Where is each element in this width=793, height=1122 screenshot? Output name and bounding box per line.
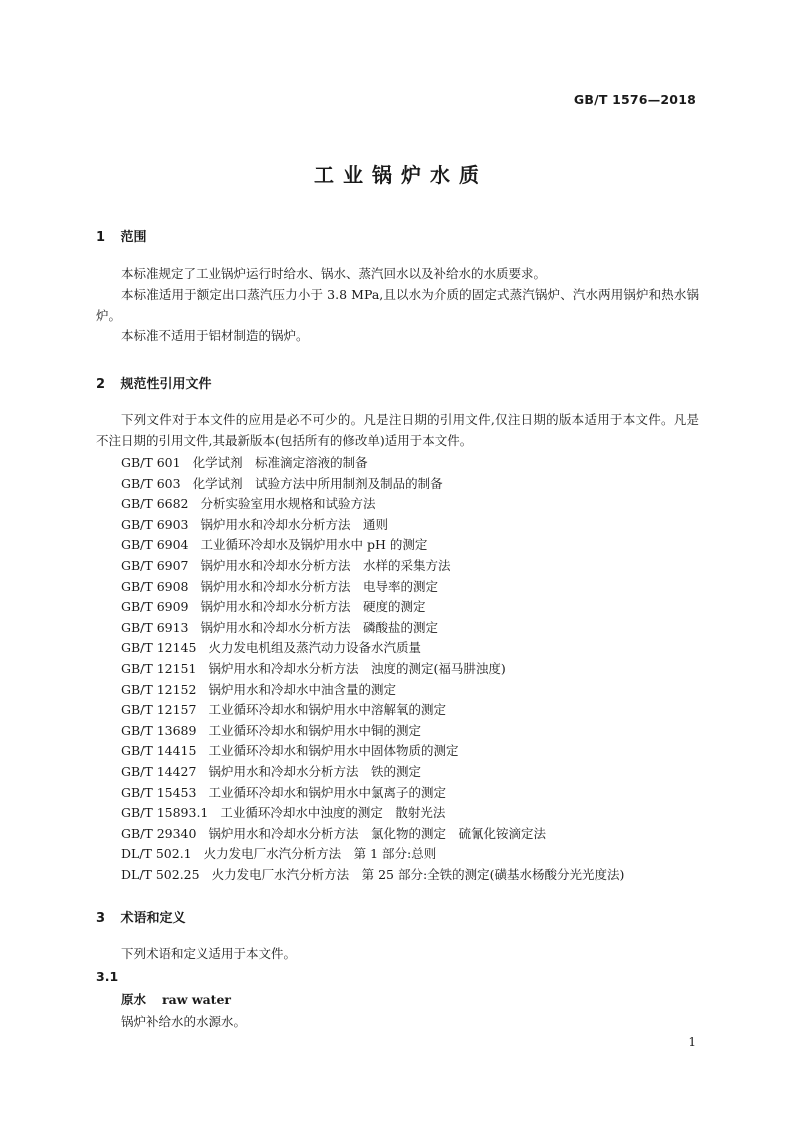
reference-title: 火力发电厂水汽分析方法 第 25 部分:全铁的测定(磺基水杨酸分光光度法) bbox=[211, 866, 625, 882]
term-number: 3.1 bbox=[96, 969, 119, 984]
reference-item bbox=[121, 783, 624, 804]
reference-code: GB/T 6907 bbox=[121, 557, 189, 573]
term-english: raw water bbox=[162, 992, 231, 1007]
scope-paragraph-1: 本标准规定了工业锅炉运行时给水、锅水、蒸汽回水以及补给水的水质要求。 bbox=[121, 266, 547, 281]
reference-item bbox=[121, 803, 624, 824]
reference-item bbox=[121, 659, 624, 680]
reference-item bbox=[121, 700, 624, 721]
reference-item bbox=[121, 824, 624, 845]
reference-code: GB/T 13689 bbox=[121, 722, 197, 738]
reference-code: GB/T 12151 bbox=[121, 660, 197, 676]
terms-intro: 下列术语和定义适用于本文件。 bbox=[121, 946, 297, 961]
reference-title: 锅炉用水和冷却水分析方法 通则 bbox=[200, 516, 389, 532]
reference-code: GB/T 6913 bbox=[121, 619, 189, 635]
reference-title: 化学试剂 标准滴定溶液的制备 bbox=[192, 455, 368, 470]
reference-code: GB/T 15893.1 bbox=[121, 805, 209, 821]
reference-title: 化学试剂 试验方法中所用制剂及制品的制备 bbox=[192, 475, 443, 491]
reference-item bbox=[121, 556, 624, 577]
reference-item bbox=[121, 844, 624, 865]
reference-code: DL/T 502.1 bbox=[121, 846, 192, 862]
reference-list bbox=[121, 453, 624, 885]
reference-title: 锅炉用水和冷却水中油含量的测定 bbox=[208, 681, 396, 697]
reference-item bbox=[121, 453, 624, 474]
scope-paragraph-3: 本标准不适用于铝材制造的锅炉。 bbox=[121, 328, 309, 343]
reference-code: GB/T 6904 bbox=[121, 537, 189, 553]
reference-code: DL/T 502.25 bbox=[121, 866, 200, 882]
reference-code: GB/T 601 bbox=[121, 455, 181, 470]
reference-title: 锅炉用水和冷却水分析方法 氯化物的测定 硫氰化铵滴定法 bbox=[208, 825, 546, 841]
reference-title: 分析实验室用水规格和试验方法 bbox=[200, 496, 376, 512]
reference-title: 锅炉用水和冷却水分析方法 铁的测定 bbox=[208, 763, 421, 779]
reference-item bbox=[121, 638, 624, 659]
reference-title: 工业循环冷却水及锅炉用水中 pH 的测定 bbox=[200, 537, 428, 553]
reference-item bbox=[121, 865, 624, 886]
standard-code: GB/T 1576—2018 bbox=[573, 92, 696, 107]
reference-code: GB/T 29340 bbox=[121, 825, 197, 841]
reference-item bbox=[121, 741, 624, 762]
reference-title: 锅炉用水和冷却水分析方法 硬度的测定 bbox=[200, 599, 426, 615]
reference-title: 火力发电机组及蒸汽动力设备水汽质量 bbox=[208, 640, 421, 656]
reference-title: 工业循环冷却水和锅炉用水中氯离子的测定 bbox=[208, 784, 446, 800]
reference-code: GB/T 15453 bbox=[121, 784, 197, 800]
term-chinese: 原水 bbox=[121, 992, 147, 1007]
reference-code: GB/T 6908 bbox=[121, 578, 189, 594]
page-number: 1 bbox=[688, 1035, 696, 1049]
reference-code: GB/T 12152 bbox=[121, 681, 197, 697]
reference-item bbox=[121, 762, 624, 783]
section-3-heading bbox=[96, 907, 186, 926]
reference-title: 锅炉用水和冷却水分析方法 浊度的测定(福马肼浊度) bbox=[208, 660, 506, 676]
section-2-heading bbox=[96, 373, 212, 392]
scope-paragraph-2: 本标准适用于额定出口蒸汽压力小于 3.8 MPa,且以水为介质的固定式蒸汽锅炉、汽水两用锅炉和热水锅炉。 bbox=[96, 287, 699, 323]
reference-title: 锅炉用水和冷却水分析方法 磷酸盐的测定 bbox=[200, 619, 439, 635]
reference-code: GB/T 12145 bbox=[121, 640, 197, 656]
section-title: 范围 bbox=[120, 230, 147, 245]
reference-item bbox=[121, 535, 624, 556]
reference-code: GB/T 14415 bbox=[121, 743, 197, 759]
reference-title: 工业循环冷却水和锅炉用水中溶解氧的测定 bbox=[208, 702, 446, 718]
reference-item bbox=[121, 721, 624, 742]
reference-title: 锅炉用水和冷却水分析方法 水样的采集方法 bbox=[200, 557, 451, 573]
section-title: 规范性引用文件 bbox=[120, 377, 212, 392]
references-intro: 下列文件对于本文件的应用是必不可少的。凡是注日期的引用文件,仅注日期的版本适用于本文件。凡是不注日期的引用文件,其最新版本(包括所有的修改单)适用于本文件。 bbox=[96, 412, 699, 448]
reference-item bbox=[121, 597, 624, 618]
section-number: 2 bbox=[96, 377, 106, 392]
term-heading bbox=[121, 990, 231, 1008]
section-number: 3 bbox=[96, 911, 106, 926]
reference-item bbox=[121, 474, 624, 495]
section-title: 术语和定义 bbox=[120, 911, 186, 926]
term-definition: 锅炉补给水的水源水。 bbox=[121, 1014, 247, 1029]
reference-title: 工业循环冷却水中浊度的测定 散射光法 bbox=[220, 805, 446, 821]
reference-title: 锅炉用水和冷却水分析方法 电导率的测定 bbox=[200, 578, 439, 594]
section-1-heading bbox=[96, 226, 147, 245]
reference-code: GB/T 6909 bbox=[121, 599, 189, 615]
reference-item bbox=[121, 618, 624, 639]
reference-title: 工业循环冷却水和锅炉用水中铜的测定 bbox=[208, 722, 421, 738]
reference-item bbox=[121, 515, 624, 536]
reference-code: GB/T 6903 bbox=[121, 516, 189, 532]
document-title: 工业锅炉水质 bbox=[314, 163, 488, 187]
reference-code: GB/T 6682 bbox=[121, 496, 189, 512]
reference-item bbox=[121, 494, 624, 515]
reference-code: GB/T 12157 bbox=[121, 702, 197, 718]
reference-title: 火力发电厂水汽分析方法 第 1 部分:总则 bbox=[203, 846, 437, 862]
reference-item bbox=[121, 680, 624, 701]
reference-code: GB/T 603 bbox=[121, 475, 181, 491]
reference-item bbox=[121, 577, 624, 598]
reference-code: GB/T 14427 bbox=[121, 763, 197, 779]
reference-title: 工业循环冷却水和锅炉用水中固体物质的测定 bbox=[208, 743, 459, 759]
section-number: 1 bbox=[96, 230, 106, 245]
